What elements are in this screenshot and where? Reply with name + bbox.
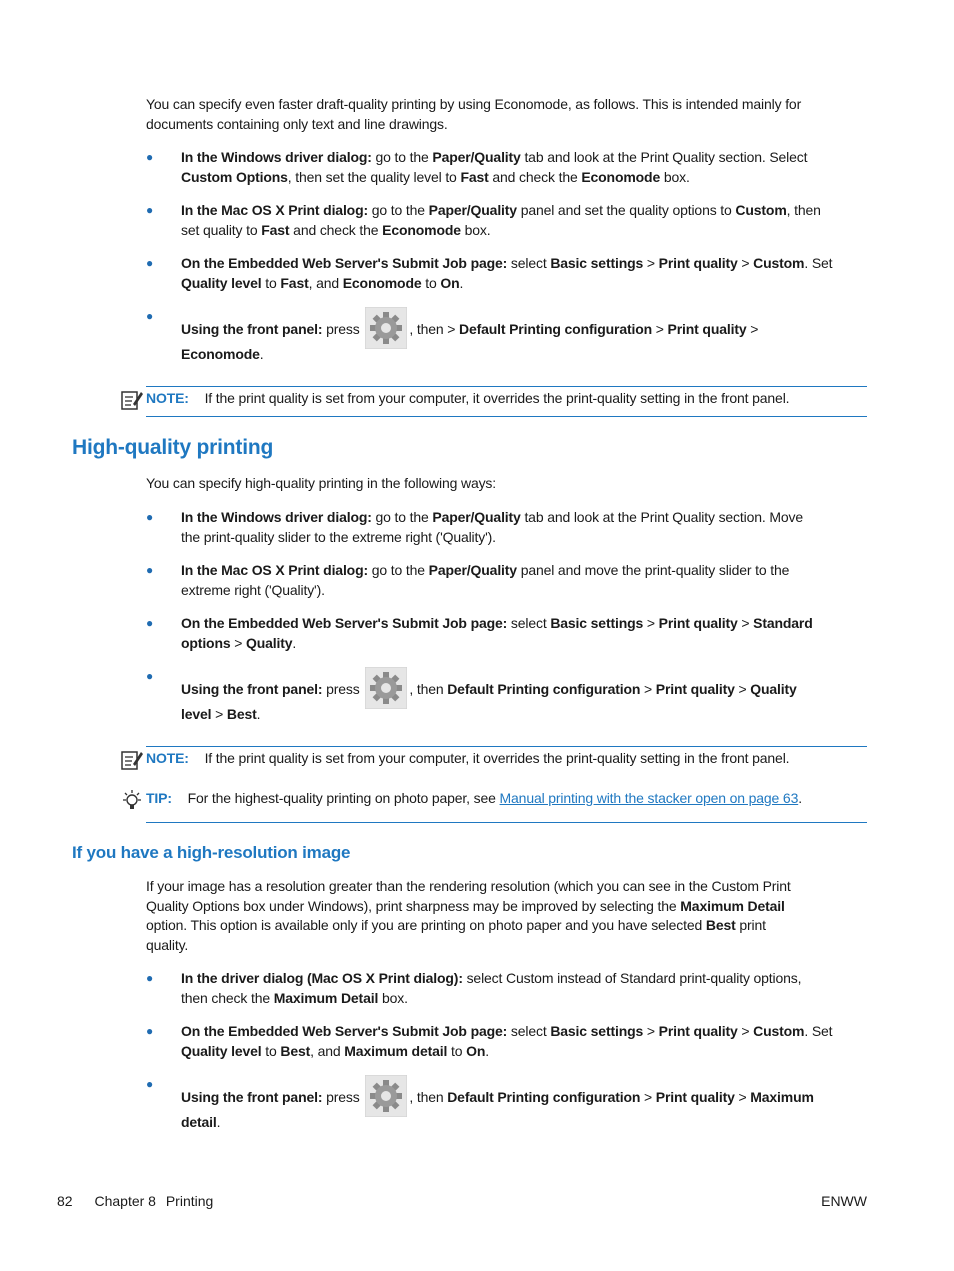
bullet-icon: ●: [146, 971, 154, 985]
bullet-icon: ●: [146, 1077, 154, 1091]
tip: TIP: For the highest-quality printing on photo paper, see Manual printing with the stacker open on page 63.: [146, 790, 802, 806]
intro-line-1: You can specify even faster draft-quality printing by using Economode, as follows. This is intended mainly for: [146, 96, 802, 112]
bullet-icon: ●: [146, 203, 154, 217]
note-icon: [120, 749, 144, 776]
chapter-label: Chapter 8: [94, 1193, 156, 1209]
section-intro: You can specify high-quality printing in the following ways:: [146, 475, 497, 491]
footer-left: [57, 1193, 213, 1209]
note-rule-top: [146, 746, 867, 747]
list-item: In the Mac OS X Print dialog: go to the Paper/Quality panel and set the quality options to Custom, then set quality to Fast and check the Economode box.: [181, 202, 821, 238]
bullet-icon: ●: [146, 563, 154, 577]
list-item: Using the front panel: press , then > Default Printing configuration > Print quality > Economode.: [181, 308, 871, 364]
bullet-icon: ●: [146, 150, 154, 164]
bullet-icon: ●: [146, 669, 154, 683]
tip-rule-bottom: [146, 822, 867, 823]
list-item: Using the front panel: press , then Default Printing configuration > Print quality > Quality level > Best.: [181, 668, 871, 724]
note-text: If the print quality is set from your computer, it overrides the print-quality setting in the front panel.: [204, 750, 790, 766]
note-label: NOTE:: [146, 750, 189, 766]
settings-gear-icon: [365, 667, 407, 709]
tip-link[interactable]: Manual printing with the stacker open on page 63: [499, 790, 799, 806]
bullet-icon: ●: [146, 1024, 154, 1038]
hr-paragraph: If your image has a resolution greater than the rendering resolution (which you can see in the Custom Print Quality Options box under Windows), print sharpness may be improved by selecting the Maximum Detail option. This option is available only if you are printing on photo paper and you have selected Best print quality.: [146, 878, 791, 953]
bullet-icon: ●: [146, 309, 154, 323]
subsection-heading: If you have a high-resolution image: [72, 843, 351, 862]
settings-gear-icon: [365, 307, 407, 349]
note-text: If the print quality is set from your computer, it overrides the print-quality setting in the front panel.: [204, 390, 790, 406]
list-item: On the Embedded Web Server's Submit Job page: select Basic settings > Print quality > Custom. Set Quality level to Best, and Maximum detail to On.: [181, 1023, 833, 1059]
note-label: NOTE:: [146, 390, 189, 406]
page-number: 82: [57, 1193, 73, 1209]
list-item: On the Embedded Web Server's Submit Job page: select Basic settings > Print quality > Custom. Set Quality level to Fast, and Economode to On.: [181, 255, 833, 291]
tip-lightbulb-icon: [121, 789, 143, 818]
section-label: Printing: [165, 1193, 214, 1209]
bullet-icon: ●: [146, 256, 154, 270]
note-icon: [120, 389, 144, 416]
tip-text: For the highest-quality printing on photo paper, see: [187, 790, 500, 806]
list-item: In the driver dialog (Mac OS X Print dialog): select Custom instead of Standard print-quality options, then check the Maximum Detail box.: [181, 970, 802, 1006]
note: [146, 749, 876, 769]
intro-line-2: documents containing only text and line drawings.: [146, 115, 448, 132]
list-item: On the Embedded Web Server's Submit Job page: select Basic settings > Print quality > Standard options > Quality.: [181, 615, 813, 651]
intro-paragraph: [146, 95, 871, 134]
settings-gear-icon: [365, 1075, 407, 1117]
list-item: In the Mac OS X Print dialog: go to the Paper/Quality panel and move the print-quality slider to the extreme right ('Quality').: [181, 562, 790, 598]
note: [146, 389, 876, 409]
list-item: Using the front panel: press , then Default Printing configuration > Print quality > Maximum detail.: [181, 1076, 871, 1132]
note-rule-bottom: [146, 416, 867, 417]
note-rule-top: [146, 386, 867, 387]
list-item: In the Windows driver dialog: go to the Paper/Quality tab and look at the Print Quality section. Select Custom Options, then set the quality level to Fast and check the Economode box.: [181, 149, 808, 185]
list-item: In the Windows driver dialog: go to the Paper/Quality tab and look at the Print Quality section. Move the print-quality slider to the extreme right ('Quality').: [181, 509, 803, 545]
section-heading: High-quality printing: [72, 436, 274, 459]
footer-right: ENWW: [821, 1193, 867, 1209]
bullet-icon: ●: [146, 510, 154, 524]
tip-label: TIP:: [146, 790, 172, 806]
bullet-icon: ●: [146, 616, 154, 630]
